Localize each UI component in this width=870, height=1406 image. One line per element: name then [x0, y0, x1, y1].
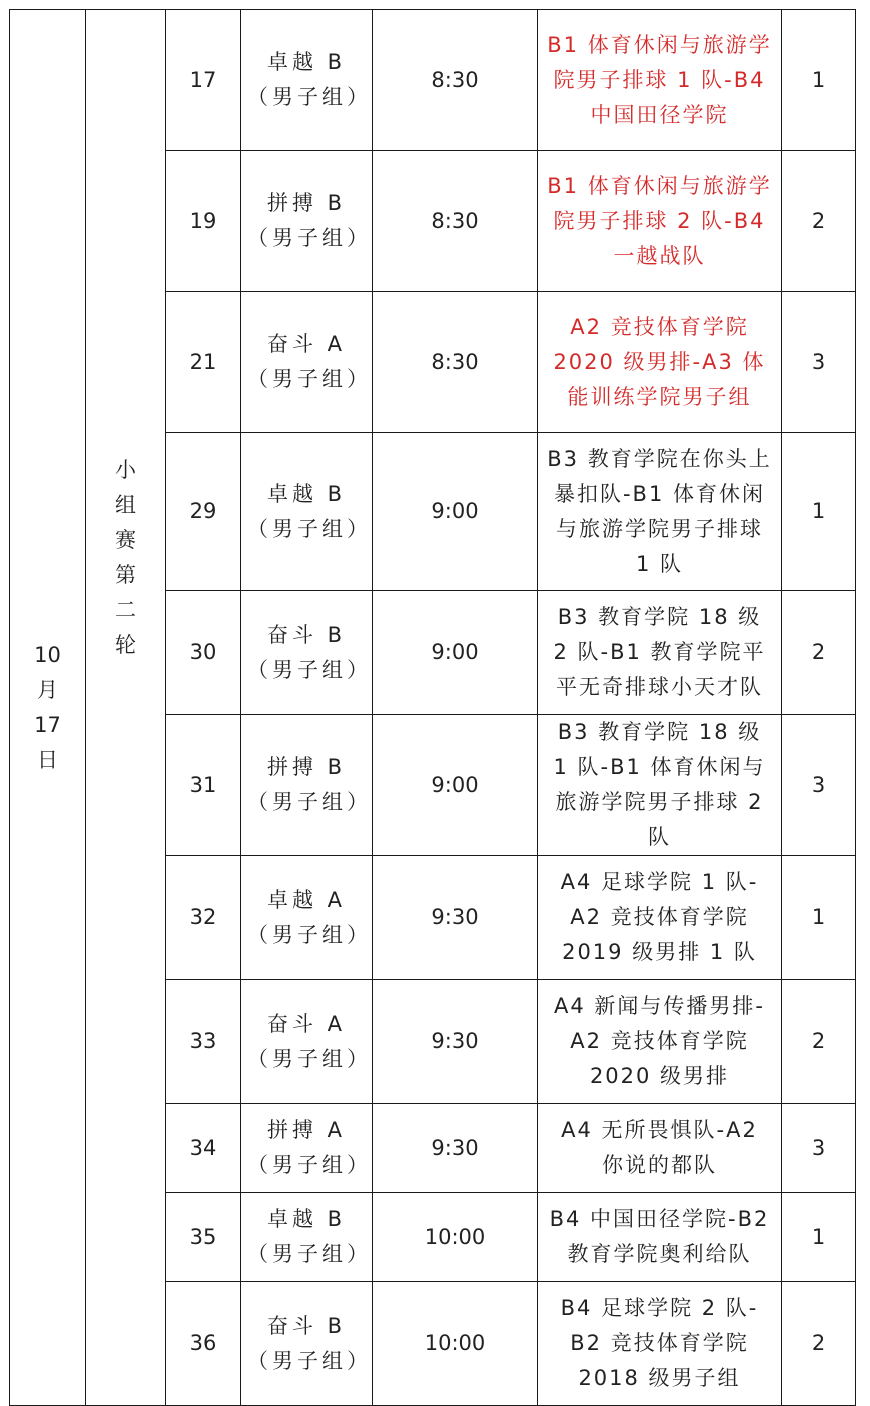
round-char: 赛 — [115, 527, 136, 552]
time-cell: 8:30 — [373, 292, 538, 433]
round-char: 组 — [115, 492, 136, 517]
group-label: 卓越 B（男子组） — [247, 50, 372, 109]
group-label: 卓越 A（男子组） — [247, 887, 372, 947]
group-label: 奋斗 B（男子组） — [247, 622, 372, 682]
match-label: A2 竞技体育学院 2020 级男排-A3 体能训练学院男子组 — [553, 314, 766, 409]
time-cell: 10:00 — [373, 1282, 538, 1406]
date-char: 日 — [37, 747, 58, 772]
time-cell: 8:30 — [373, 10, 538, 151]
match-number: 21 — [166, 292, 241, 433]
match-cell — [538, 1104, 782, 1193]
match-cell — [538, 856, 782, 980]
date-char: 月 — [37, 677, 58, 702]
match-label: B3 教育学院在你头上暴扣队-B1 体育休闲与旅游学院男子排球 1 队 — [547, 446, 772, 576]
group-label: 奋斗 B（男子组） — [247, 1313, 372, 1373]
match-number: 29 — [166, 433, 241, 591]
court-number: 3 — [782, 292, 856, 433]
match-number: 36 — [166, 1282, 241, 1406]
match-cell — [538, 1193, 782, 1282]
round-char: 轮 — [115, 632, 136, 657]
group-cell — [241, 980, 373, 1104]
match-label: B1 体育休闲与旅游学院男子排球 2 队-B4 一越战队 — [547, 173, 772, 268]
time-cell: 9:00 — [373, 433, 538, 591]
match-number: 31 — [166, 715, 241, 856]
match-label: B3 教育学院 18 级 2 队-B1 教育学院平平无奇排球小天才队 — [553, 605, 766, 699]
match-cell — [538, 715, 782, 856]
group-cell — [241, 591, 373, 715]
match-number: 17 — [166, 10, 241, 151]
round-char: 二 — [115, 597, 136, 622]
court-number: 2 — [782, 1282, 856, 1406]
group-cell — [241, 10, 373, 151]
date-char: 17 — [34, 712, 61, 737]
match-cell — [538, 1282, 782, 1406]
court-number: 2 — [782, 591, 856, 715]
match-cell — [538, 591, 782, 715]
match-number: 32 — [166, 856, 241, 980]
table-row — [10, 10, 856, 151]
match-label: B4 足球学院 2 队-B2 竞技体育学院 2018 级男子组 — [560, 1296, 759, 1390]
date-char: 10 — [34, 642, 61, 667]
round-cell — [86, 10, 166, 1406]
time-cell: 9:00 — [373, 591, 538, 715]
time-cell: 8:30 — [373, 151, 538, 292]
match-number: 19 — [166, 151, 241, 292]
court-number: 1 — [782, 1193, 856, 1282]
court-number: 1 — [782, 10, 856, 151]
match-schedule-table — [9, 9, 856, 1406]
time-cell: 10:00 — [373, 1193, 538, 1282]
time-cell: 9:30 — [373, 856, 538, 980]
group-cell — [241, 433, 373, 591]
group-label: 奋斗 A（男子组） — [247, 1011, 372, 1071]
group-label: 拼搏 A（男子组） — [247, 1118, 372, 1177]
match-label: A4 无所畏惧队-A2 你说的都队 — [561, 1118, 758, 1177]
match-label: B4 中国田径学院-B2 教育学院奥利给队 — [549, 1207, 770, 1266]
match-label: B3 教育学院 18 级 1 队-B1 体育休闲与旅游学院男子排球 2 队 — [553, 720, 766, 849]
group-cell — [241, 151, 373, 292]
round-char: 小 — [115, 457, 136, 482]
match-number: 34 — [166, 1104, 241, 1193]
time-cell: 9:30 — [373, 1104, 538, 1193]
court-number: 1 — [782, 856, 856, 980]
match-cell — [538, 292, 782, 433]
group-cell — [241, 1282, 373, 1406]
match-number: 35 — [166, 1193, 241, 1282]
match-cell — [538, 151, 782, 292]
group-cell — [241, 292, 373, 433]
group-cell — [241, 856, 373, 980]
match-cell — [538, 980, 782, 1104]
group-cell — [241, 1104, 373, 1193]
group-label: 卓越 B（男子组） — [247, 1207, 372, 1266]
court-number: 3 — [782, 715, 856, 856]
match-number: 33 — [166, 980, 241, 1104]
group-label: 拼搏 B（男子组） — [247, 191, 372, 250]
court-number: 2 — [782, 980, 856, 1104]
group-cell — [241, 1193, 373, 1282]
court-number: 1 — [782, 433, 856, 591]
round-char: 第 — [115, 562, 136, 587]
match-label: B1 体育休闲与旅游学院男子排球 1 队-B4 中国田径学院 — [547, 32, 772, 127]
court-number: 2 — [782, 151, 856, 292]
match-label: A4 新闻与传播男排-A2 竞技体育学院 2020 级男排 — [554, 994, 765, 1088]
time-cell: 9:00 — [373, 715, 538, 856]
time-cell: 9:30 — [373, 980, 538, 1104]
group-cell — [241, 715, 373, 856]
match-cell — [538, 433, 782, 591]
match-label: A4 足球学院 1 队-A2 竞技体育学院 2019 级男排 1 队 — [560, 870, 759, 964]
match-cell — [538, 10, 782, 151]
match-number: 30 — [166, 591, 241, 715]
group-label: 卓越 B（男子组） — [247, 481, 372, 541]
group-label: 拼搏 B（男子组） — [247, 755, 372, 814]
group-label: 奋斗 A（男子组） — [247, 332, 372, 391]
date-cell — [10, 10, 86, 1406]
court-number: 3 — [782, 1104, 856, 1193]
